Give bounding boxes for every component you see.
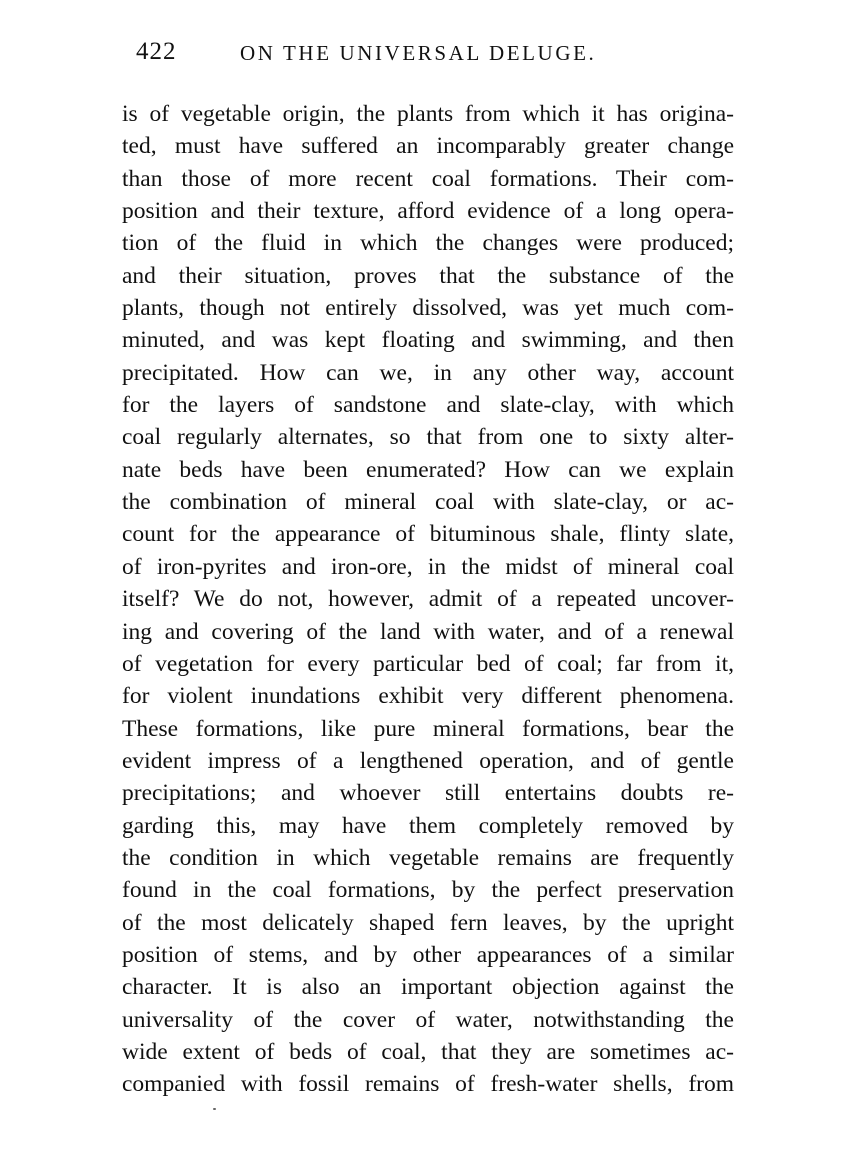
- body-text: [122, 98, 734, 1101]
- text-line: ing and covering of the land with water, and of a renewal: [122, 618, 734, 645]
- text-line: of iron-pyrites and iron-ore, in the midst of mineral coal: [122, 553, 734, 580]
- text-line: garding this, may have them completely removed by: [122, 812, 734, 839]
- text-line: wide extent of beds of coal, that they are sometimes ac-: [122, 1038, 734, 1065]
- text-line: universality of the cover of water, notwithstanding the: [122, 1006, 734, 1033]
- text-line: coal regularly alternates, so that from one to sixty alter-: [122, 424, 734, 451]
- text-line: minuted, and was kept floating and swimming, and then: [122, 327, 734, 354]
- text-line: of the most delicately shaped fern leaves, by the upright: [122, 909, 734, 936]
- text-line: ted, must have suffered an incomparably greater change: [122, 133, 734, 160]
- running-head: [122, 38, 732, 78]
- text-line: for violent inundations exhibit very different phenomena.: [122, 683, 734, 710]
- text-line: position and their texture, afford evidence of a long opera-: [122, 198, 734, 225]
- text-line: itself? We do not, however, admit of a repeated uncover-: [122, 586, 734, 613]
- text-line: found in the coal formations, by the perfect preservation: [122, 877, 734, 904]
- text-line: than those of more recent coal formations. Their com-: [122, 165, 734, 192]
- text-line: and their situation, proves that the substance of the: [122, 262, 734, 289]
- page-number: 422: [136, 38, 177, 65]
- text-line: character. It is also an important objection against the: [122, 974, 734, 1001]
- text-line: position of stems, and by other appearances of a similar: [122, 941, 734, 968]
- text-line: companied with fossil remains of fresh-water shells, from: [122, 1071, 734, 1098]
- print-speck: [213, 1108, 216, 1110]
- text-line: for the layers of sandstone and slate-clay, with which: [122, 392, 734, 419]
- text-line: is of vegetable origin, the plants from which it has origina-: [122, 101, 734, 127]
- text-line: evident impress of a lengthened operation, and of gentle: [122, 747, 734, 774]
- text-line: plants, though not entirely dissolved, was yet much com-: [122, 295, 734, 322]
- text-line: nate beds have been enumerated? How can we explain: [122, 456, 734, 483]
- text-line: These formations, like pure mineral formations, bear the: [122, 715, 734, 742]
- text-line: precipitated. How can we, in any other way, account: [122, 359, 734, 386]
- running-title: ON THE UNIVERSAL DELUGE.: [240, 41, 597, 65]
- text-line: precipitations; and whoever still entertains doubts re-: [122, 780, 734, 807]
- text-line: tion of the fluid in which the changes were produced;: [122, 230, 734, 257]
- text-line: of vegetation for every particular bed of coal; far from it,: [122, 650, 734, 677]
- text-line: count for the appearance of bituminous shale, flinty slate,: [122, 521, 734, 548]
- text-line: the combination of mineral coal with slate-clay, or ac-: [122, 489, 734, 516]
- text-line: the condition in which vegetable remains are frequently: [122, 844, 734, 871]
